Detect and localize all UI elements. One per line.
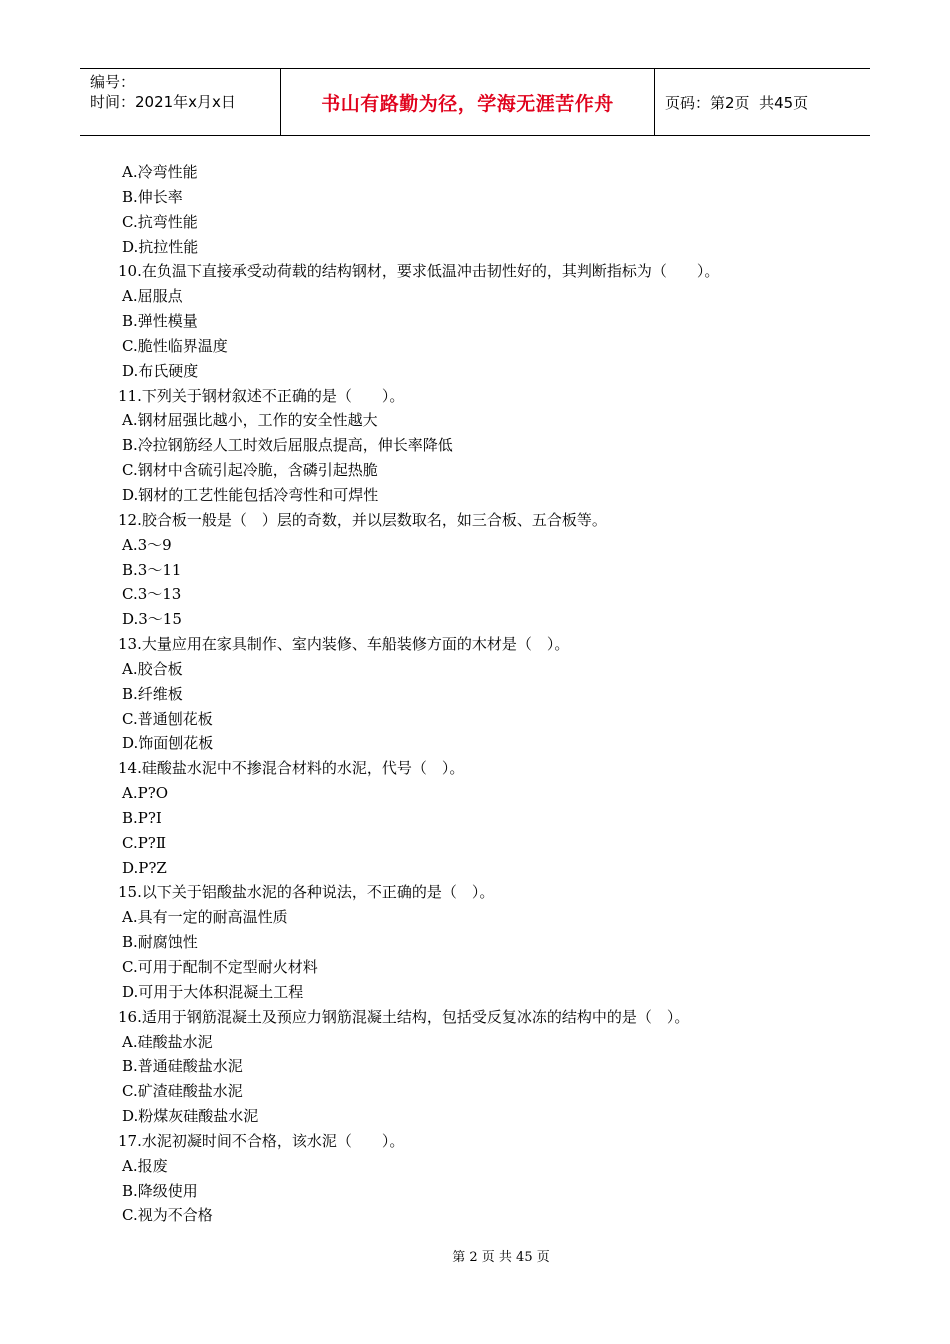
answer-option: C.3～13 bbox=[122, 585, 182, 604]
answer-option: B.伸长率 bbox=[122, 187, 183, 206]
answer-option: B.弹性模量 bbox=[122, 312, 198, 331]
page-footer: 第 2 页 共 45 页 bbox=[452, 1250, 550, 1265]
answer-option: C.钢材中含硫引起冷脆，含磷引起热脆 bbox=[122, 461, 378, 480]
question-list bbox=[118, 160, 858, 1228]
answer-option: B.P?I bbox=[122, 808, 162, 827]
answer-option: C.可用于配制不定型耐火材料 bbox=[122, 958, 318, 976]
answer-option: A.具有一定的耐高温性质 bbox=[122, 908, 288, 927]
answer-option: C.视为不合格 bbox=[122, 1206, 213, 1225]
page-header bbox=[80, 68, 870, 136]
header-page-info bbox=[655, 69, 870, 135]
question-text: 13.大量应用在家具制作、室内装修、车船装修方面的木材是（ ）。 bbox=[118, 635, 570, 654]
answer-option: D.3～15 bbox=[122, 610, 182, 629]
question-text: 11.下列关于钢材叙述不正确的是（ ）。 bbox=[118, 386, 405, 405]
answer-option: A.屈服点 bbox=[122, 287, 183, 306]
header-page-info-text: 页码：第2页 共45页 bbox=[665, 93, 809, 112]
answer-option: C.P?Ⅱ bbox=[122, 833, 167, 852]
answer-option: D.抗拉性能 bbox=[122, 237, 199, 256]
question-text: 12.胶合板一般是（ ）层的奇数，并以层数取名，如三合板、五合板等。 bbox=[118, 510, 607, 529]
answer-option: D.P?Z bbox=[122, 858, 167, 877]
answer-option: B.降级使用 bbox=[122, 1181, 198, 1200]
answer-option: B.3～11 bbox=[122, 560, 182, 579]
document-number-label: 编号： bbox=[90, 73, 136, 91]
answer-option: A.P?O bbox=[122, 784, 169, 803]
answer-option: B.冷拉钢筋经人工时效后屈服点提高，伸长率降低 bbox=[122, 436, 453, 455]
header-motto: 书山有路勤为径，学海无涯苦作舟 bbox=[281, 69, 655, 135]
answer-option: A.胶合板 bbox=[122, 659, 183, 678]
answer-option: C.脆性临界温度 bbox=[122, 336, 228, 355]
answer-option: B.耐腐蚀性 bbox=[122, 933, 198, 952]
question-text: 16.适用于钢筋混凝土及预应力钢筋混凝土结构，包括受反复冰冻的结构中的是（ ）。 bbox=[118, 1007, 690, 1026]
question-text: 14.硅酸盐水泥中不掺混合材料的水泥，代号（ ）。 bbox=[118, 759, 465, 778]
answer-option: A.钢材屈强比越小，工作的安全性越大 bbox=[122, 411, 378, 430]
answer-option: D.布氏硬度 bbox=[122, 361, 199, 380]
answer-option: D.粉煤灰硅酸盐水泥 bbox=[122, 1107, 259, 1126]
answer-option: A.报废 bbox=[122, 1156, 168, 1175]
answer-option: B.纤维板 bbox=[122, 684, 183, 703]
answer-option: D.饰面刨花板 bbox=[122, 734, 214, 753]
answer-option: A.3～9 bbox=[122, 535, 172, 554]
question-text: 15.以下关于铝酸盐水泥的各种说法，不正确的是（ ）。 bbox=[118, 883, 495, 902]
answer-option: C.抗弯性能 bbox=[122, 212, 198, 231]
answer-option: D.可用于大体积混凝土工程 bbox=[122, 982, 304, 1001]
answer-option: A.硅酸盐水泥 bbox=[122, 1032, 213, 1051]
answer-option: C.普通刨花板 bbox=[122, 709, 213, 728]
document-time-label: 时间：2021年x月x日 bbox=[90, 93, 236, 111]
header-meta bbox=[80, 69, 281, 135]
answer-option: A.冷弯性能 bbox=[122, 163, 198, 181]
answer-option: D.钢材的工艺性能包括冷弯性和可焊性 bbox=[122, 485, 379, 504]
answer-option: B.普通硅酸盐水泥 bbox=[122, 1057, 243, 1076]
question-text: 17.水泥初凝时间不合格，该水泥（ ）。 bbox=[118, 1131, 405, 1150]
question-text: 10.在负温下直接承受动荷载的结构钢材，要求低温冲击韧性好的，其判断指标为（ ）。 bbox=[118, 262, 720, 281]
answer-option: C.矿渣硅酸盐水泥 bbox=[122, 1082, 243, 1101]
